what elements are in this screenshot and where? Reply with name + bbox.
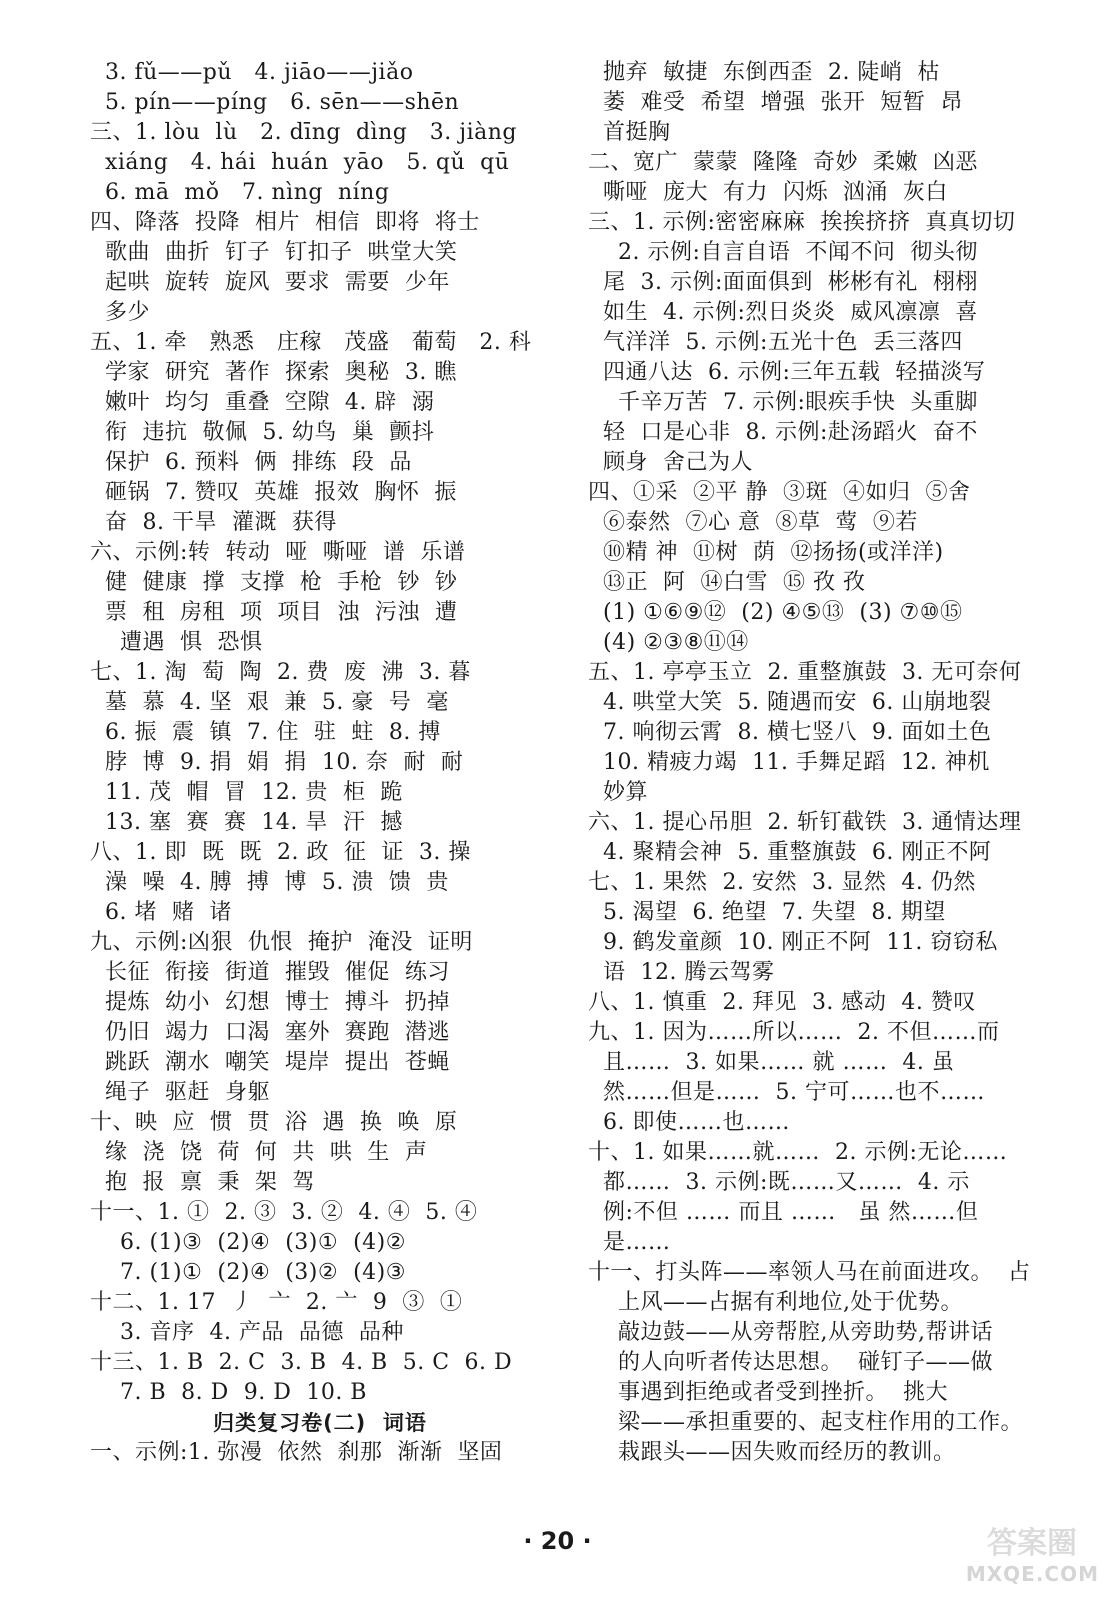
left-answer-line: 八、1. 即 既 既 2. 政 征 证 3. 操 <box>90 840 471 865</box>
right-answer-line: 二、宽广 蒙蒙 隆隆 奇妙 柔嫩 凶恶 <box>588 150 978 175</box>
right-answer-line: 是…… <box>588 1230 671 1255</box>
left-answer-line: 歌曲 曲折 钉子 钉扣子 哄堂大笑 <box>90 240 458 265</box>
right-answer-line: ⑩精 神 ⑪树 荫 ⑫扬扬(或洋洋) <box>588 540 944 565</box>
left-answer-line: 提炼 幼小 幻想 博士 搏斗 扔掉 <box>90 990 450 1015</box>
right-answer-line: 事遇到拒绝或者受到挫折。 挑大 <box>588 1380 948 1405</box>
left-answer-line: 抱 报 禀 秉 架 驾 <box>90 1170 315 1195</box>
left-answer-line: 三、1. lòu lù 2. dīng dìng 3. jiàng <box>90 120 518 145</box>
right-answer-line: 十一、打头阵——率领人马在前面进攻。 占 <box>588 1260 1031 1285</box>
left-answer-line: 学家 研究 著作 探索 奥秘 3. 瞧 <box>90 360 457 385</box>
left-answer-line: 6. (1)③ (2)④ (3)① (4)② <box>90 1230 406 1255</box>
right-answer-line: 五、1. 亭亭玉立 2. 重整旗鼓 3. 无可奈何 <box>588 660 1022 685</box>
right-answer-line: 4. 聚精会神 5. 重整旗鼓 6. 刚正不阿 <box>588 840 992 865</box>
left-answer-line: 砸锅 7. 赞叹 英雄 报效 胸怀 振 <box>90 480 457 505</box>
left-answer-line: 起哄 旋转 旋风 要求 需要 少年 <box>90 270 450 295</box>
left-answer-line: 6. mā mǒ 7. nìng níng <box>90 180 390 205</box>
section-title: 归类复习卷(二) 词语 <box>213 1411 427 1435</box>
left-answer-line: 澡 噪 4. 膊 搏 博 5. 溃 馈 贵 <box>90 870 449 895</box>
right-answer-line: 六、1. 提心吊胆 2. 斩钉截铁 3. 通情达理 <box>588 810 1022 835</box>
watermark <box>909 1518 1099 1586</box>
right-answer-line: 7. 响彻云霄 8. 横七竖八 9. 面如土色 <box>588 720 992 745</box>
right-answer-line: 10. 精疲力竭 11. 手舞足蹈 12. 神机 <box>588 750 990 775</box>
right-answer-line: 三、1. 示例:密密麻麻 挨挨挤挤 真真切切 <box>588 210 1016 235</box>
left-answer-line: 缘 浇 饶 荷 何 共 哄 生 声 <box>90 1140 428 1165</box>
right-answer-line: ⑬正 阿 ⑭白雪 ⑮ 孜 孜 <box>588 570 866 595</box>
right-answer-line: 嘶哑 庞大 有力 闪烁 汹涌 灰白 <box>588 180 948 205</box>
left-answer-line: 脖 博 9. 捐 娟 捐 10. 奈 耐 耐 <box>90 750 464 775</box>
right-answer-line: 十、1. 如果……就…… 2. 示例:无论…… <box>588 1140 1008 1165</box>
right-answer-line: 5. 渴望 6. 绝望 7. 失望 8. 期望 <box>588 900 946 925</box>
left-answer-line: 票 租 房租 项 项目 浊 污浊 遭 <box>90 600 458 625</box>
right-answer-line: (4) ②③⑧⑪⑭ <box>588 630 749 655</box>
right-answer-line: 四通八达 6. 示例:三年五载 轻描淡写 <box>588 360 986 385</box>
left-answer-line: 保护 6. 预料 俩 排练 段 品 <box>90 450 412 475</box>
right-answer-line: 4. 哄堂大笑 5. 随遇而安 6. 山崩地裂 <box>588 690 992 715</box>
right-answer-line: 轻 口是心非 8. 示例:赴汤蹈火 奋不 <box>588 420 978 445</box>
left-answer-line: 嫩叶 均匀 重叠 空隙 4. 辟 溺 <box>90 390 435 415</box>
right-answer-line: 栽跟头——因失败而经历的教训。 <box>588 1440 956 1465</box>
left-answer-line: 5. pín——píng 6. sēn——shēn <box>90 90 460 115</box>
right-answer-line: 顾身 舍己为人 <box>588 450 753 475</box>
left-answer-line: 长征 衔接 街道 摧毁 催促 练习 <box>90 960 450 985</box>
right-answer-line: 上风——占据有利地位,处于优势。 <box>588 1290 963 1315</box>
right-answer-line: 梁——承担重要的、起支柱作用的工作。 <box>588 1410 1023 1435</box>
left-answer-line: 奋 8. 干旱 灌溉 获得 <box>90 510 337 535</box>
right-answer-column <box>588 58 1058 1468</box>
right-answer-line: 2. 示例:自言自语 不闻不问 彻头彻 <box>588 240 978 265</box>
left-answer-line: 九、示例:凶狠 仇恨 掩护 淹没 证明 <box>90 930 473 955</box>
right-answer-line: 四、①采 ②平 静 ③斑 ④如归 ⑤舍 <box>588 480 971 505</box>
right-answer-line: (1) ①⑥⑨⑫ (2) ④⑤⑬ (3) ⑦⑩⑮ <box>588 600 963 625</box>
left-answer-line: 7. (1)① (2)④ (3)② (4)③ <box>90 1260 406 1285</box>
right-answer-line: 首挺胸 <box>588 120 671 145</box>
page-number: · 20 · <box>523 1527 592 1555</box>
left-answer-line: 五、1. 牵 熟悉 庄稼 茂盛 葡萄 2. 科 <box>90 330 532 355</box>
right-answer-line: 敲边鼓——从旁帮腔,从旁助势,帮讲话 <box>588 1320 993 1345</box>
right-answer-line: 然……但是…… 5. 宁可……也不…… <box>588 1080 985 1105</box>
left-answer-line: 13. 塞 赛 赛 14. 旱 汗 撼 <box>90 810 403 835</box>
watermark-logo: 答案圈 <box>987 1526 1077 1561</box>
left-answer-line: 绳子 驱赶 身躯 <box>90 1080 270 1105</box>
left-answer-line: 跳跃 潮水 嘲笑 堤岸 提出 苍蝇 <box>90 1050 450 1075</box>
left-answer-line: 一、示例:1. 弥漫 依然 刹那 渐渐 坚固 <box>90 1440 503 1465</box>
right-answer-line: 抛弃 敏捷 东倒西歪 2. 陡峭 枯 <box>588 60 940 85</box>
left-answer-line: 11. 茂 帽 冒 12. 贵 柜 跪 <box>90 780 403 805</box>
watermark-site: MXQE.COM <box>965 1562 1099 1586</box>
right-answer-line: 6. 即使……也…… <box>588 1110 790 1135</box>
left-answer-line: 3. fǔ——pǔ 4. jiāo——jiǎo <box>90 60 414 85</box>
right-answer-line: 萎 难受 希望 增强 张开 短暂 昂 <box>588 90 963 115</box>
left-answer-line: 十二、1. 17 丿 亠 2. 亠 9 ③ ① <box>90 1290 463 1315</box>
right-answer-line: 七、1. 果然 2. 安然 3. 显然 4. 仍然 <box>588 870 976 895</box>
left-answer-line: xiáng 4. hái huán yāo 5. qǔ qū <box>90 150 510 175</box>
left-answer-line: 十一、1. ① 2. ③ 3. ② 4. ④ 5. ④ <box>90 1200 478 1225</box>
left-answer-line: 四、降落 投降 相片 相信 即将 将士 <box>90 210 480 235</box>
right-answer-line: ⑥泰然 ⑦心 意 ⑧草 莺 ⑨若 <box>588 510 918 535</box>
left-answer-line: 遭遇 惧 恐惧 <box>90 630 263 655</box>
right-answer-line: 妙算 <box>588 780 648 805</box>
left-answer-line: 十三、1. B 2. C 3. B 4. B 5. C 6. D <box>90 1350 513 1375</box>
left-answer-line: 3. 音序 4. 产品 品德 品种 <box>90 1320 404 1345</box>
left-answer-line: 6. 振 震 镇 7. 住 驻 蛀 8. 搏 <box>90 720 441 745</box>
right-answer-line: 八、1. 慎重 2. 拜见 3. 感动 4. 赞叹 <box>588 990 976 1015</box>
left-answer-line: 多少 <box>90 300 150 325</box>
left-answer-line: 6. 堵 赌 诸 <box>90 900 232 925</box>
left-answer-line: 十、映 应 惯 贯 浴 遇 换 唤 原 <box>90 1110 458 1135</box>
left-answer-line: 墓 慕 4. 坚 艰 兼 5. 豪 号 毫 <box>90 690 449 715</box>
left-answer-line: 七、1. 淘 萄 陶 2. 费 废 沸 3. 暮 <box>90 660 471 685</box>
left-answer-line: 六、示例:转 转动 哑 嘶哑 谱 乐谱 <box>90 540 466 565</box>
left-answer-line: 仍旧 竭力 口渴 塞外 赛跑 潜逃 <box>90 1020 450 1045</box>
right-answer-line: 九、1. 因为……所以…… 2. 不但……而 <box>588 1020 1000 1045</box>
left-answer-line: 健 健康 撑 支撑 枪 手枪 钞 钞 <box>90 570 458 595</box>
right-answer-line: 例:不但 …… 而且 …… 虽 然……但 <box>588 1200 979 1225</box>
right-answer-line: 9. 鹤发童颜 10. 刚正不阿 11. 窃窃私 <box>588 930 998 955</box>
right-answer-line: 的人向听者传达思想。 碰钉子——做 <box>588 1350 993 1375</box>
left-answer-line: 衔 违抗 敬佩 5. 幼鸟 巢 颤抖 <box>90 420 435 445</box>
right-answer-line: 如生 4. 示例:烈日炎炎 威风凛凛 喜 <box>588 300 978 325</box>
right-answer-line: 千辛万苦 7. 示例:眼疾手快 头重脚 <box>588 390 978 415</box>
right-answer-line: 语 12. 腾云驾雾 <box>588 960 775 985</box>
right-answer-line: 且…… 3. 如果…… 就 …… 4. 虽 <box>588 1050 955 1075</box>
right-answer-line: 都…… 3. 示例:既……又…… 4. 示 <box>588 1170 970 1195</box>
right-answer-line: 气洋洋 5. 示例:五光十色 丢三落四 <box>588 330 963 355</box>
right-answer-line: 尾 3. 示例:面面俱到 彬彬有礼 栩栩 <box>588 270 978 295</box>
left-answer-column <box>90 58 550 1468</box>
left-answer-line: 7. B 8. D 9. D 10. B <box>90 1380 367 1405</box>
